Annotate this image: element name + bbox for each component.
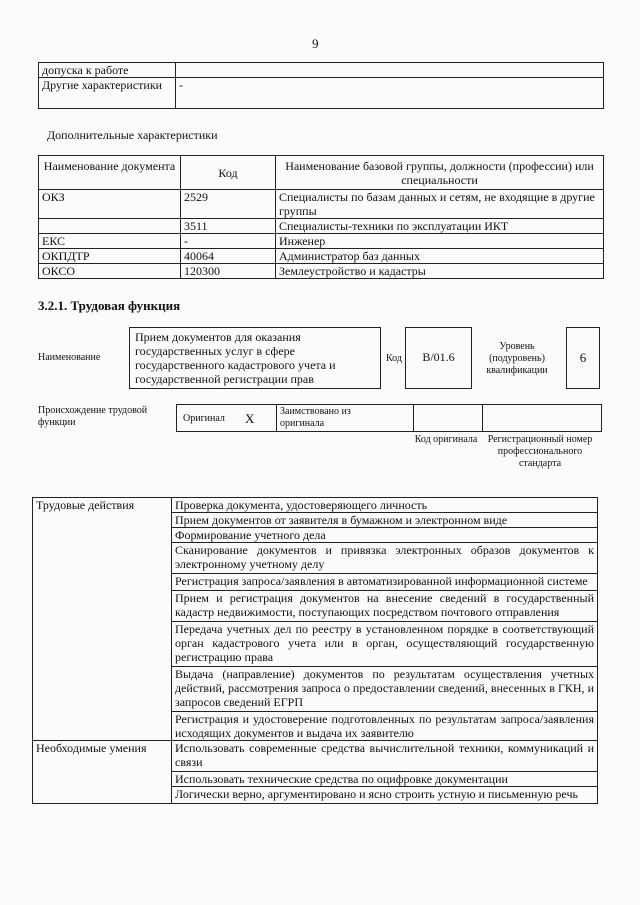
table-row: [39, 264, 604, 279]
cell-doc: ОКСО: [39, 264, 181, 279]
cell-doc: [39, 219, 181, 234]
origin-label: Происхождение трудовой функции: [38, 405, 148, 428]
table-row: [39, 219, 604, 234]
cell-name: Инженер: [276, 234, 604, 249]
skills-label: Необходимые умения: [33, 741, 172, 804]
additional-characteristics-table: [38, 155, 604, 279]
origin-divider-1: [276, 405, 277, 431]
skill-item: Использовать технические средства по оцифровке документации: [172, 772, 598, 787]
reg-number-caption: Регистрационный номер профессионального стандарта: [487, 434, 593, 469]
cell-code: 40064: [181, 249, 276, 264]
cell-name: Администратор баз данных: [276, 249, 604, 264]
row-value: -: [176, 78, 604, 109]
skill-item: Использовать современные средства вычислительной техники, коммуникаций и связи: [172, 741, 598, 772]
function-name-label: Наименование: [38, 352, 101, 363]
table-row: [39, 249, 604, 264]
section-title: 3.2.1. Трудовая функция: [38, 298, 181, 313]
cell-code: 120300: [181, 264, 276, 279]
action-item: Регистрация и удостоверение подготовленных по результатам запроса/заявления исходящих документов и выдача их заявителю: [172, 712, 598, 741]
level-label: Уровень (подуровень) квалификации: [486, 341, 548, 376]
cell-doc: ЕКС: [39, 234, 181, 249]
cell-code: -: [181, 234, 276, 249]
origin-divider-2: [413, 405, 414, 431]
actions-skills-table: [32, 497, 598, 804]
borrowed-label: Заимствовано из оригинала: [280, 406, 351, 429]
action-item: Регистрация запроса/заявления в автоматизированной информационной системе: [172, 574, 598, 591]
table-row: [39, 63, 604, 78]
header-doc: Наименование документа: [39, 156, 181, 190]
table-row: [39, 78, 604, 109]
header-code: Код: [181, 156, 276, 190]
row-value: [176, 63, 604, 78]
action-item: Проверка документа, удостоверяющего личность: [172, 498, 598, 513]
top-characteristics-table: [38, 62, 604, 109]
function-name-box: [129, 327, 381, 389]
action-item: Сканирование документов и привязка электронных образов документов к электронному учетному делу: [172, 543, 598, 574]
page-number: 9: [312, 36, 319, 51]
original-label: Оригинал: [183, 413, 225, 424]
function-code-label: Код: [386, 353, 402, 364]
table-header-row: [39, 156, 604, 190]
level-value: 6: [579, 350, 587, 365]
action-item: Формирование учетного дела: [172, 528, 598, 543]
action-item: Выдача (направление) документов по результатам осуществления учетных действий, рассмотрения запроса о предоставлении сведений, внесенных в ГКН, и запросов сведений ЕГРП: [172, 667, 598, 712]
code-original-caption: Код оригинала: [414, 434, 478, 445]
table-row: [39, 234, 604, 249]
header-name: Наименование базовой группы, должности (профессии) или специальности: [276, 156, 604, 190]
table-row: [39, 190, 604, 219]
cell-code: 3511: [181, 219, 276, 234]
action-item: Передача учетных дел по реестру в установленном порядке в соответствующий орган кадастрового учета или в орган, осуществляющий государственную регистрацию права: [172, 622, 598, 667]
cell-doc: ОКЗ: [39, 190, 181, 219]
skill-item: Логически верно, аргументировано и ясно строить устную и письменную речь: [172, 787, 598, 804]
cell-doc: ОКПДТР: [39, 249, 181, 264]
action-item: Прием и регистрация документов на внесение сведений в государственный кадастр недвижимости, поступающих посредством почтового отправления: [172, 591, 598, 622]
origin-divider-3: [482, 405, 483, 431]
level-box: [566, 327, 600, 389]
action-item: Прием документов от заявителя в бумажном и электронном виде: [172, 513, 598, 528]
additional-title: Дополнительные характеристики: [47, 128, 218, 142]
origin-table: [176, 404, 602, 432]
table-row: [33, 741, 598, 772]
function-code-box: [405, 327, 472, 389]
actions-label: Трудовые действия: [33, 498, 172, 741]
original-mark: X: [245, 411, 255, 426]
cell-name: Специалисты по базам данных и сетям, не входящие в другие группы: [276, 190, 604, 219]
cell-code: 2529: [181, 190, 276, 219]
cell-name: Специалисты-техники по эксплуатации ИКТ: [276, 219, 604, 234]
table-row: [33, 498, 598, 513]
row-label: Другие характеристики: [39, 78, 176, 109]
row-label: допуска к работе: [39, 63, 176, 78]
cell-name: Землеустройство и кадастры: [276, 264, 604, 279]
function-name-value: Прием документов для оказания государственных услуг в сфере государственного кадастрового учета и государственной регистрации прав: [135, 330, 336, 386]
function-code-value: В/01.6: [422, 350, 455, 364]
